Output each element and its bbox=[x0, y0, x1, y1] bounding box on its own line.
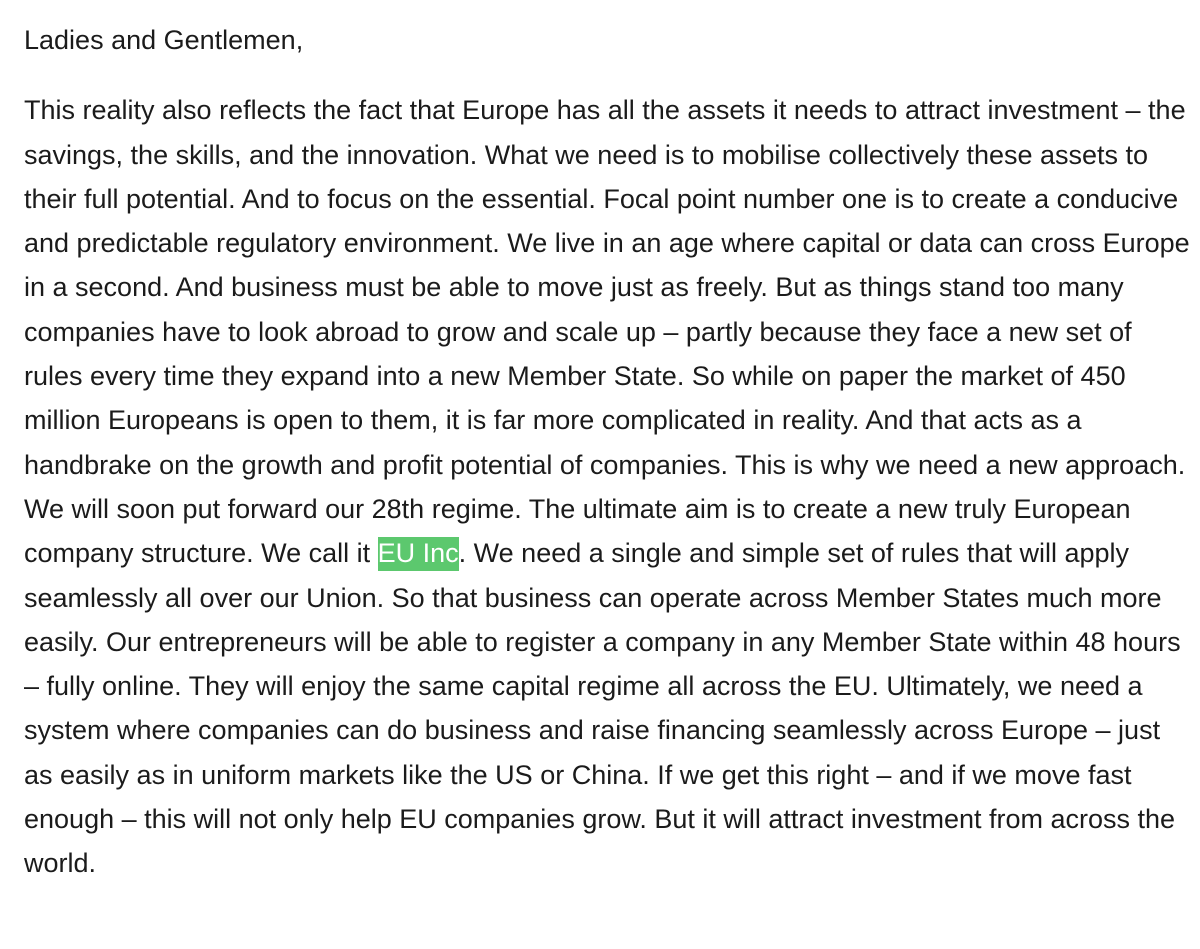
document-body bbox=[24, 18, 1196, 886]
salutation: Ladies and Gentlemen, bbox=[24, 25, 304, 55]
body-paragraph bbox=[24, 88, 1196, 885]
highlighted-term[interactable]: EU Inc bbox=[378, 537, 459, 571]
paragraph-text-after-highlight: . We need a single and simple set of rules that will apply seamlessly all over our Union. So that business can operate across Member States much more easily. Our entrepreneurs will be able to register a company in any Member State within 48 hours – fully online. They will enjoy the same capital regime all across the EU. Ultimately, we need a system where companies can do business and raise financing seamlessly across Europe – just as easily as in uniform markets like the US or China. If we get this right – and if we move fast enough – this will not only help EU companies grow. But it will attract investment from across the world. bbox=[24, 538, 1181, 879]
paragraph-text-before-highlight: This reality also reflects the fact that Europe has all the assets it needs to attract investment – the savings, the skills, and the innovation. What we need is to mobilise collectively these assets to their full potential. And to focus on the essential. Focal point number one is to create a conducive and predictable regulatory environment. We live in an age where capital or data can cross Europe in a second. And business must be able to move just as freely. But as things stand too many companies have to look abroad to grow and scale up – partly because they face a new set of rules every time they expand into a new Member State. So while on paper the market of 450 million Europeans is open to them, it is far more complicated in reality. And that acts as a handbrake on the growth and profit potential of companies. This is why we need a new approach. We will soon put forward our 28th regime. The ultimate aim is to create a new truly European company structure. We call it bbox=[24, 95, 1190, 569]
